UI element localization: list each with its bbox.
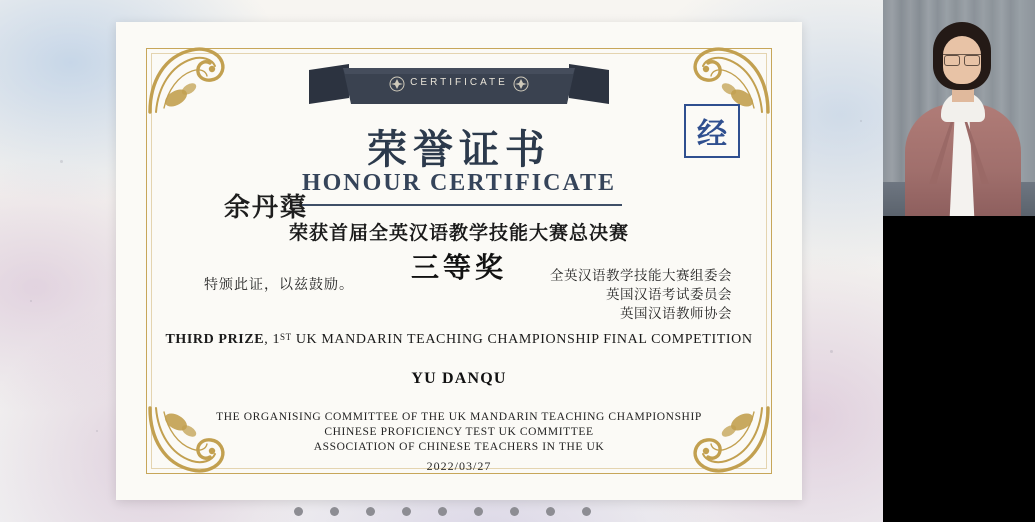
certificate-note-cn: 特颁此证，以兹鼓励。 bbox=[204, 277, 354, 293]
pagination-dot[interactable] bbox=[366, 507, 375, 516]
participant-video-tile[interactable] bbox=[883, 0, 1035, 216]
issuer-cn-line: 英国汉语考试委员会 bbox=[606, 287, 732, 303]
issuer-en-line: THE ORGANISING COMMITTEE OF THE UK MANDARIN TEACHING CHAMPIONSHIP bbox=[216, 411, 702, 423]
issuers-en bbox=[116, 410, 802, 455]
pagination-dot[interactable] bbox=[330, 507, 339, 516]
pagination-dot[interactable] bbox=[474, 507, 483, 516]
certificate-seal: 经 bbox=[684, 104, 740, 158]
prize-en-sep: , bbox=[264, 332, 273, 347]
background-speckle bbox=[860, 120, 862, 122]
issuer-cn-line: 全英汉语教学技能大赛组委会 bbox=[550, 268, 732, 284]
prize-en-ordinal-suffix: ST bbox=[280, 332, 292, 342]
prize-cn: 三等奖 bbox=[410, 251, 507, 284]
pagination-dot[interactable] bbox=[582, 507, 591, 516]
issuer-cn-line: 英国汉语教师协会 bbox=[620, 306, 732, 322]
slide-pagination[interactable] bbox=[0, 507, 884, 516]
pagination-dot[interactable] bbox=[510, 507, 519, 516]
issuer-en-line: CHINESE PROFICIENCY TEST UK COMMITTEE bbox=[324, 426, 594, 438]
certificate-ribbon bbox=[309, 64, 609, 110]
certificate-title-en: HONOUR CERTIFICATE bbox=[301, 170, 617, 196]
background-speckle bbox=[830, 350, 833, 353]
issuer-en-line: ASSOCIATION OF CHINESE TEACHERS IN THE UK bbox=[313, 441, 605, 453]
background-speckle bbox=[96, 430, 98, 432]
background-speckle bbox=[60, 160, 63, 163]
ribbon-label: CERTIFICATE bbox=[410, 77, 508, 88]
glasses-icon bbox=[943, 54, 981, 65]
award-line-cn: 荣获首届全英汉语教学技能大赛总决赛 bbox=[288, 222, 629, 244]
certificate-title-cn: 荣誉证书 bbox=[367, 126, 551, 173]
title-divider bbox=[296, 204, 622, 206]
certificate-card bbox=[116, 22, 802, 500]
background-speckle bbox=[30, 300, 32, 302]
pagination-dot[interactable] bbox=[402, 507, 411, 516]
prize-en-number: 1 bbox=[272, 332, 281, 347]
recipient-name-cn: 余丹蕖 bbox=[224, 193, 309, 223]
recipient-name-en: YU DANQU bbox=[411, 370, 507, 387]
pagination-dot[interactable] bbox=[546, 507, 555, 516]
certificate-date: 2022/03/27 bbox=[426, 459, 492, 473]
issuers-cn bbox=[550, 267, 732, 324]
pagination-dot[interactable] bbox=[438, 507, 447, 516]
prize-en-strong: THIRD PRIZE bbox=[165, 332, 265, 347]
gold-flourish-icon bbox=[142, 42, 228, 120]
pagination-dot[interactable] bbox=[294, 507, 303, 516]
empty-video-panel bbox=[883, 216, 1035, 522]
prize-line-en bbox=[116, 332, 802, 348]
prize-en-tail: UK MANDARIN TEACHING CHAMPIONSHIP FINAL COMPETITION bbox=[291, 332, 753, 347]
